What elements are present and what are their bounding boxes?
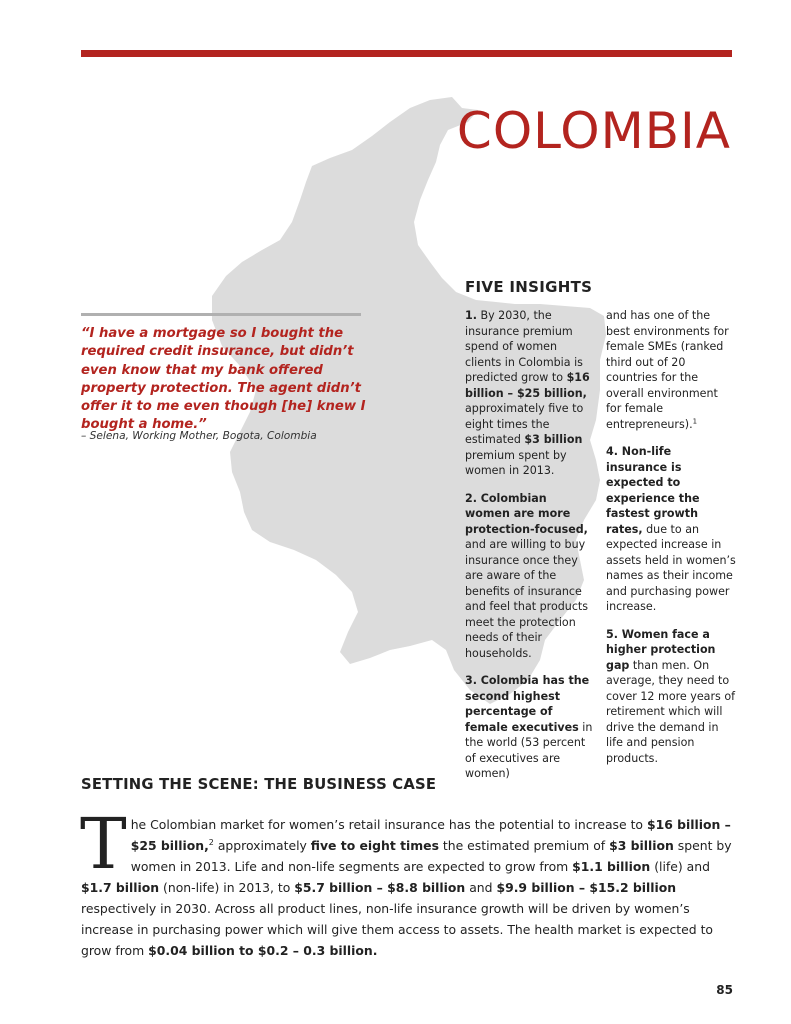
- insights-column-right: [606, 308, 736, 778]
- bc-bold-5: $1.7 billion: [81, 880, 160, 895]
- bc-bold-3: $3 billion: [609, 838, 674, 853]
- footnote-1: 1: [692, 416, 698, 425]
- bc-text-7: and: [465, 880, 497, 895]
- bc-text-6: (non-life) in 2013, to: [159, 880, 295, 895]
- insight-2-bold: 2. Colombian women are more protection-focused,: [465, 491, 588, 536]
- insight-4-text: due to an expected increase in assets held in women’s names as their income and purchasing power increase.: [606, 522, 736, 613]
- insight-3: [465, 673, 595, 782]
- quote-attribution: – Selena, Working Mother, Bogota, Colombia: [81, 430, 317, 442]
- bc-text-2: approximately: [213, 838, 311, 853]
- insight-2: [465, 491, 595, 662]
- insight-1-text-c: premium spent by women in 2013.: [465, 448, 567, 477]
- insight-1-text-b: approximately five to eight times the estimated: [465, 402, 584, 446]
- bc-bold-4: $1.1 billion: [572, 859, 651, 874]
- insight-3-bold: 3. Colombia has the second highest percentage of female executives: [465, 674, 590, 734]
- business-case-heading: SETTING THE SCENE: THE BUSINESS CASE: [81, 776, 437, 793]
- drop-cap: T: [80, 803, 127, 885]
- bc-bold-1: $16 billion – $25 billion,: [130, 817, 731, 853]
- insights-column-left: [465, 308, 595, 794]
- insight-2-text: and are willing to buy insurance once they are aware of the benefits of insurance and feel that products meet the protection needs of their households.: [465, 538, 589, 660]
- quote-divider: [81, 313, 361, 316]
- insight-3-continued: [606, 308, 736, 432]
- insight-1: [465, 308, 595, 479]
- pull-quote: “I have a mortgage so I bought the required credit insurance, but didn’t even know that my bank offered property protection. The agent didn’t offer it to me even though [he] knew I bought a home.”: [81, 326, 366, 433]
- insight-1-bold-b: $3 billion: [524, 433, 583, 446]
- bc-bold-2: five to eight times: [310, 838, 439, 853]
- insight-5: [606, 627, 736, 767]
- insight-5-bold: 5. Women face a higher protection gap: [606, 627, 716, 672]
- page-number: 85: [716, 983, 733, 997]
- insight-4: [606, 444, 736, 615]
- bc-bold-7: $9.9 billion – $15.2 billion: [496, 880, 677, 895]
- business-case-paragraph: [80, 803, 736, 961]
- insight-3-text: in the world (53 percent of executives are women): [465, 720, 593, 780]
- country-title: COLOMBIA: [456, 102, 731, 160]
- insight-3-cont-text: and has one of the best environments for female SMEs (ranked third out of 20 countries for the overall environment for female entrepreneurs).: [606, 309, 729, 431]
- bc-text-4: spent by women in 2013. Life and non-life segments are expected to grow from: [130, 838, 732, 874]
- footnote-2: 2: [208, 837, 214, 847]
- bc-text-1: he Colombian market for women’s retail insurance has the potential to increase to: [130, 817, 647, 832]
- bc-text-5: (life) and: [650, 859, 710, 874]
- insight-1-number: 1.: [465, 309, 477, 322]
- insight-1-bold-a: $16 billion – $25 billion,: [465, 371, 590, 400]
- insight-1-text-a: By 2030, the insurance premium spend of women clients in Colombia is predicted grow to: [465, 309, 583, 384]
- bc-text-3: the estimated premium of: [438, 838, 610, 853]
- insight-5-text: than men. On average, they need to cover 12 more years of retirement which will drive the demand in life and pension products.: [606, 658, 736, 765]
- bc-bold-6: $5.7 billion – $8.8 billion: [294, 880, 466, 895]
- bc-bold-8: $0.04 billion to $0.2 – 0.3 billion.: [148, 943, 378, 958]
- bc-text-8: respectively in 2030. Across all product lines, non-life insurance growth will be driven by women’s increase in purchasing power which will give them access to assets. The health market is expected to grow from: [81, 901, 714, 958]
- five-insights-heading: FIVE INSIGHTS: [465, 278, 593, 296]
- insight-4-bold: 4. Non-life insurance is expected to experience the fastest growth rates,: [606, 445, 700, 536]
